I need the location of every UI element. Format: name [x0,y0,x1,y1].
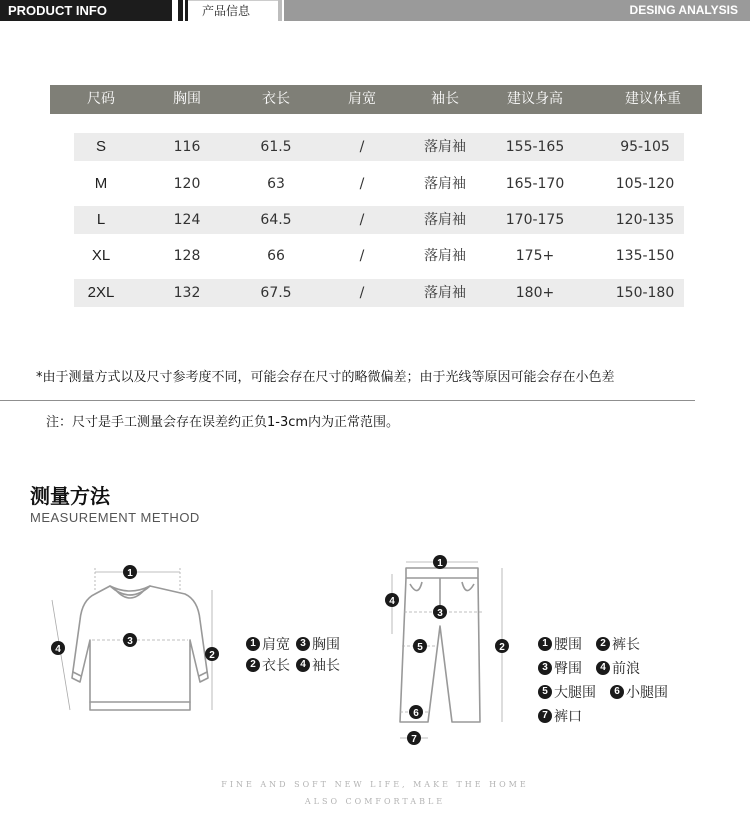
header-divider [178,0,183,21]
product-info-cn-label: 产品信息 [188,0,278,21]
legend-item: 4 前浪 [596,658,640,678]
legend-item: 2 裤长 [596,634,640,654]
col-header-chest: 胸围 [173,91,201,107]
svg-text:1: 1 [127,568,133,579]
col-header-size: 尺码 [87,91,115,107]
header-divider [278,0,282,21]
pants-marker-6 [409,705,423,719]
legend-item: 2 衣长 [246,655,290,675]
legend-item: 3 臀围 [538,658,582,678]
pants-marker-2 [495,639,509,653]
measurement-subtitle: MEASUREMENT METHOD [30,510,200,525]
table-row: M 120 63 / 落肩袖 165-170 105-120 [94,175,675,192]
pants-marker-1 [433,555,447,569]
pants-marker-3 [433,605,447,619]
product-info-label: PRODUCT INFO [0,0,172,21]
pants-marker-5 [413,639,427,653]
svg-text:4: 4 [55,644,61,655]
svg-text:5: 5 [417,642,423,653]
svg-text:1: 1 [437,558,443,569]
sweater-marker-2 [205,647,219,661]
legend-item: 1 腰围 [538,634,582,654]
table-row: XL 128 66 / 落肩袖 175+ 135-150 [91,247,675,264]
col-header-height: 建议身高 [507,91,563,107]
footer-slogan-line2: ALSO COMFORTABLE [304,797,446,806]
col-header-weight: 建议体重 [625,91,681,107]
legend-item: 7 裤口 [538,706,582,726]
pants-marker-7 [407,731,421,745]
pants-diagram-icon [378,554,518,750]
size-table-header [50,85,702,114]
table-row: 2XL 132 67.5 / 落肩袖 180+ 150-180 [74,279,684,307]
legend-item: 4 袖长 [296,655,340,675]
svg-text:3: 3 [437,608,443,619]
design-analysis-label: DESING ANALYSIS [284,0,750,21]
pants-marker-4 [385,593,399,607]
svg-text:4: 4 [389,596,395,607]
pants-legend [538,634,688,726]
measurement-title: 测量方法 [30,484,110,508]
legend-item: 1 肩宽 [246,634,290,654]
svg-text:2: 2 [499,642,505,653]
svg-text:3: 3 [127,636,133,647]
sweater-legend [246,634,356,674]
sweater-marker-3 [123,633,137,647]
tolerance-note: 注：尺寸是手工测量会存在误差约正负1-3cm内为正常范围。 [46,415,400,430]
divider [0,400,695,401]
sweater-diagram-icon [40,560,240,730]
sweater-marker-1 [123,565,137,579]
table-row: L 124 64.5 / 落肩袖 170-175 120-135 [74,206,684,234]
col-header-shoulder: 肩宽 [348,91,376,107]
header-band [0,0,750,21]
measurement-disclaimer: *由于测量方式以及尺寸参考度不同，可能会存在尺寸的略微偏差；由于光线等原因可能会存在小色差 [36,370,615,385]
legend-item: 5 大腿围 [538,682,596,702]
footer-slogan-line1: FINE AND SOFT NEW LIFE, MAKE THE HOME [221,780,529,789]
svg-text:2: 2 [209,650,215,661]
col-header-length: 衣长 [262,91,290,107]
sweater-marker-4 [51,641,65,655]
svg-text:6: 6 [413,708,419,719]
table-row: S 116 61.5 / 落肩袖 155-165 95-105 [74,133,684,161]
svg-text:7: 7 [411,734,417,745]
col-header-sleeve: 袖长 [431,91,459,107]
legend-item: 6 小腿围 [610,682,668,702]
legend-item: 3 胸围 [296,634,340,654]
